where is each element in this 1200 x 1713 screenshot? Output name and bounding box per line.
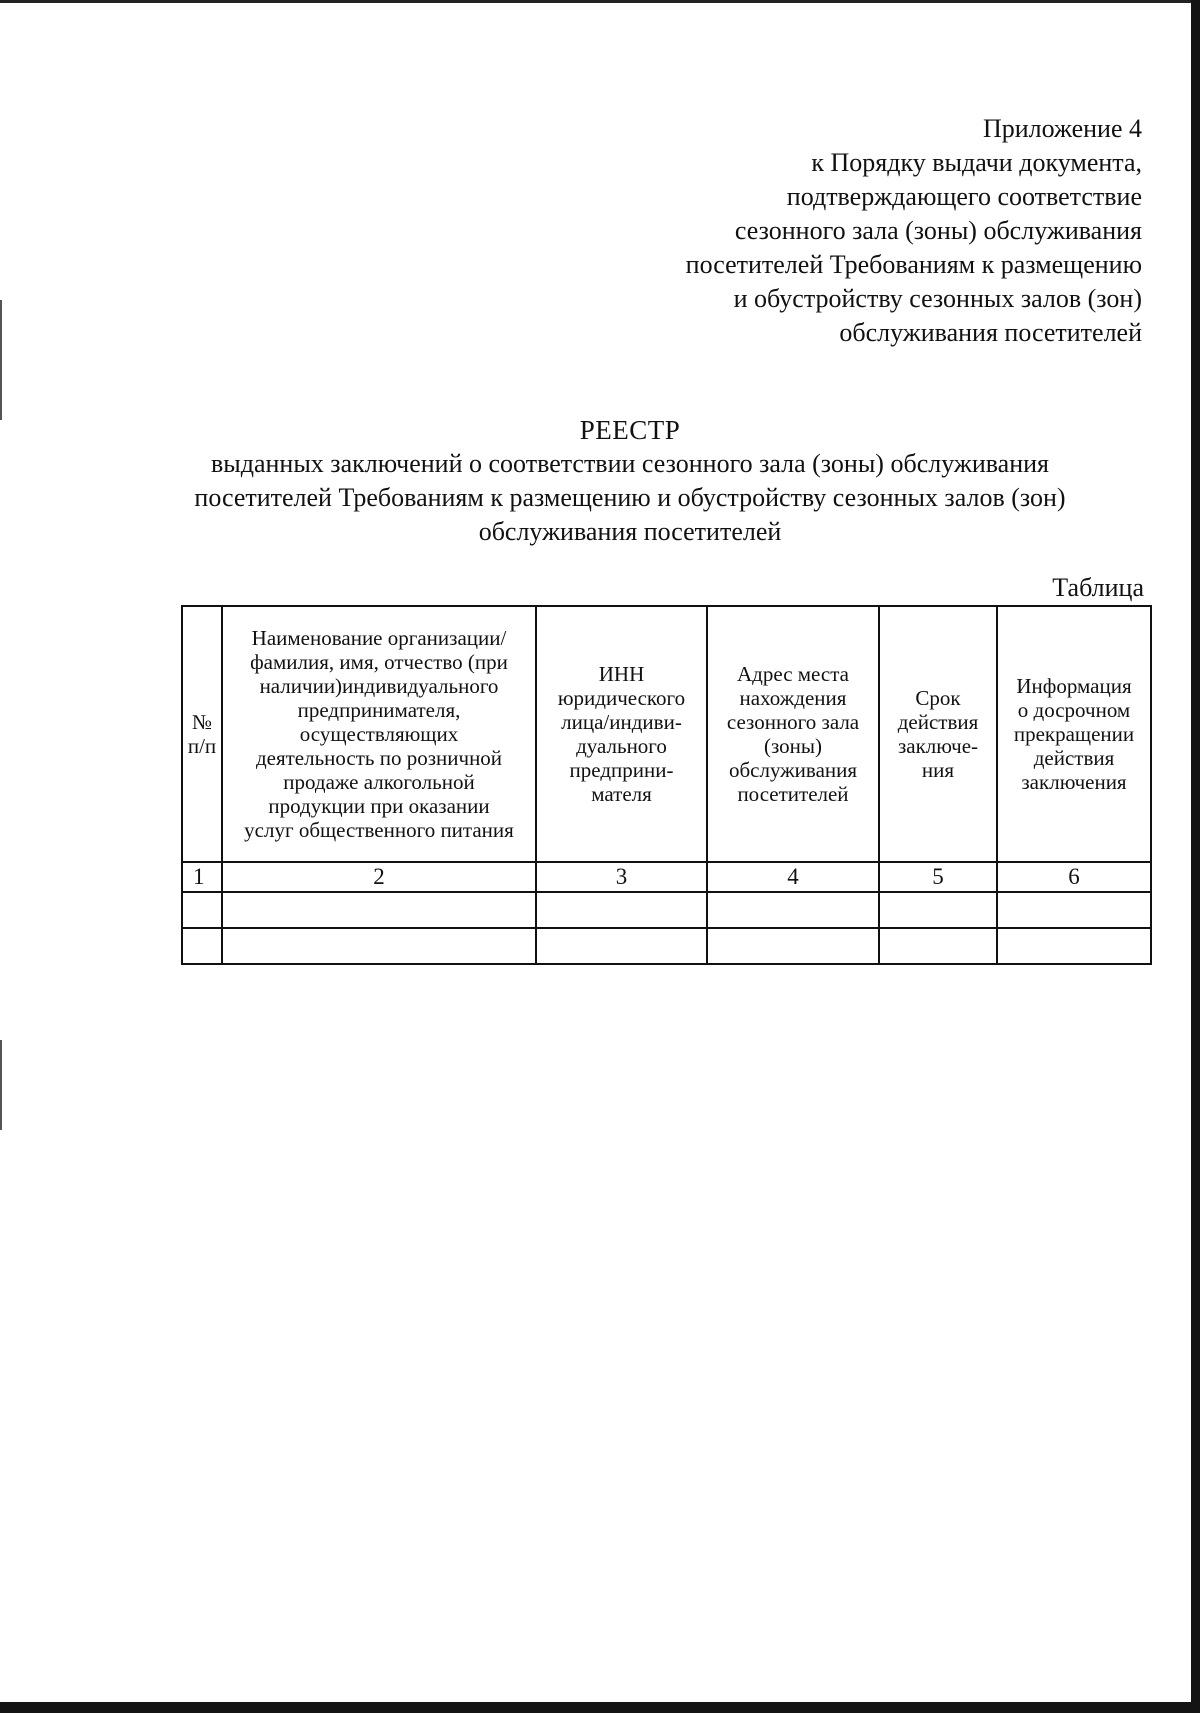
table-cell [222, 892, 536, 928]
title-line: обслуживания посетителей [478, 517, 782, 546]
column-number-cell: 2 [222, 862, 536, 892]
title-heading: РЕЕСТР [579, 415, 681, 445]
column-number-cell: 6 [997, 862, 1151, 892]
scan-edge-left-mark [0, 300, 2, 420]
scan-edge-top [0, 0, 1200, 3]
header-cell-address: Адрес места нахождения сезонного зала (зоны) обслуживания посетителей [707, 606, 879, 862]
appendix-line: к Порядку выдачи документа, [811, 148, 1142, 177]
appendix-line: подтверждающего соответствие [786, 182, 1142, 211]
column-number-cell: 3 [536, 862, 707, 892]
title-line: выданных заключений о соответствии сезонного зала (зоны) обслуживания [210, 449, 1050, 478]
scan-edge-bottom [0, 1702, 1200, 1713]
appendix-line: и обустройству сезонных залов (зон) [733, 284, 1142, 313]
scan-edge-right [1191, 0, 1200, 1713]
table-cell [997, 892, 1151, 928]
column-number-cell: 5 [879, 862, 997, 892]
appendix-line: сезонного зала (зоны) обслуживания [734, 216, 1142, 245]
title-line: посетителей Требованиям к размещению и обустройству сезонных залов (зон) [194, 483, 1066, 512]
table-cell [879, 928, 997, 964]
document-title [150, 413, 1110, 549]
column-number-cell: 4 [707, 862, 879, 892]
table-row [182, 892, 1151, 928]
header-cell-organization: Наименование организации/ фамилия, имя, отчество (при наличии)индивидуального предпринимателя, осуществляющих деятельность по розничной продаже алкогольной продукции при оказании услуг общественного питания [222, 606, 536, 862]
table-row [182, 928, 1151, 964]
appendix-line: посетителей Требованиям к размещению [685, 250, 1142, 279]
header-cell-validity: Срок действия заключе- ния [879, 606, 997, 862]
column-number-cell: 1 [182, 862, 222, 892]
table-cell [997, 928, 1151, 964]
scan-edge-left-mark [0, 1040, 2, 1130]
table-cell [182, 928, 222, 964]
table-cell [536, 928, 707, 964]
table-header-row [182, 606, 1151, 862]
table-cell [536, 892, 707, 928]
table-caption: Таблица [1052, 573, 1144, 602]
appendix-line: обслуживания посетителей [839, 318, 1142, 347]
table-cell [222, 928, 536, 964]
table-cell [707, 928, 879, 964]
appendix-line: Приложение 4 [982, 114, 1142, 143]
column-number-row [182, 862, 1151, 892]
table-cell [879, 892, 997, 928]
table-cell [182, 892, 222, 928]
header-cell-number: № п/п [182, 606, 222, 862]
appendix-reference [686, 112, 1142, 350]
registry-table [181, 605, 1152, 965]
header-cell-termination: Информация о досрочном прекращении действия заключения [997, 606, 1151, 862]
header-cell-inn: ИНН юридического лица/индиви- дуального предприни- мателя [536, 606, 707, 862]
table-cell [707, 892, 879, 928]
